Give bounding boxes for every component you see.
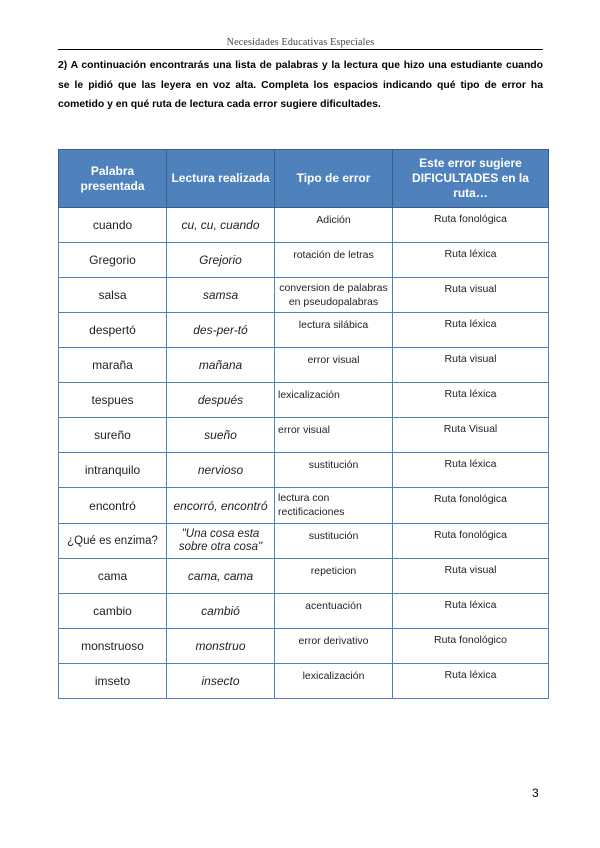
page-number: 3 — [532, 786, 539, 800]
cell-reading: cambió — [167, 594, 275, 629]
cell-route: Ruta léxica — [393, 383, 549, 418]
cell-reading: cu, cu, cuando — [167, 208, 275, 243]
cell-word: despertó — [59, 313, 167, 348]
table-row — [59, 383, 549, 418]
cell-route: Ruta léxica — [393, 313, 549, 348]
table-row — [59, 418, 549, 453]
cell-route: Ruta léxica — [393, 243, 549, 278]
cell-reading: sueño — [167, 418, 275, 453]
cell-error-type: error visual — [275, 418, 393, 453]
cell-reading: insecto — [167, 664, 275, 699]
cell-error-type: lectura con rectificaciones — [275, 488, 393, 524]
cell-word: encontró — [59, 488, 167, 524]
table-row — [59, 278, 549, 313]
cell-error-type: sustitución — [275, 453, 393, 488]
cell-word: tespues — [59, 383, 167, 418]
header-palabra: Palabra presentada — [59, 150, 167, 208]
cell-reading: mañana — [167, 348, 275, 383]
cell-word: Gregorio — [59, 243, 167, 278]
table-header-row — [59, 150, 549, 208]
cell-route: Ruta fonológica — [393, 488, 549, 524]
table-row — [59, 664, 549, 699]
cell-word: monstruoso — [59, 629, 167, 664]
cell-reading: samsa — [167, 278, 275, 313]
cell-word: salsa — [59, 278, 167, 313]
header-rule — [58, 49, 543, 50]
cell-route: Ruta visual — [393, 278, 549, 313]
instruction-text: A continuación encontrarás una lista de palabras y la lectura que hizo una estudiante cuando se le pidió que las leyera en voz alta. Completa los espacios indicando qué tipo de error ha cometido y en qué ruta de lectura cada error sugiere dificultades. — [58, 60, 543, 110]
table-row — [59, 348, 549, 383]
cell-word: maraña — [59, 348, 167, 383]
cell-route: Ruta visual — [393, 348, 549, 383]
cell-error-type: acentuación — [275, 594, 393, 629]
cell-error-type: conversion de palabras en pseudopalabras — [275, 278, 393, 313]
instruction-paragraph — [58, 56, 543, 115]
cell-error-type: repeticion — [275, 559, 393, 594]
table-row — [59, 243, 549, 278]
cell-reading: Grejorio — [167, 243, 275, 278]
page-header: Necesidades Educativas Especiales — [226, 37, 375, 48]
table-row — [59, 208, 549, 243]
cell-route: Ruta visual — [393, 559, 549, 594]
cell-route: Ruta léxica — [393, 664, 549, 699]
header-tipo: Tipo de error — [275, 150, 393, 208]
cell-error-type: lectura silábica — [275, 313, 393, 348]
cell-word: sureño — [59, 418, 167, 453]
cell-route: Ruta léxica — [393, 594, 549, 629]
cell-word: cuando — [59, 208, 167, 243]
header-ruta: Este error sugiere DIFICULTADES en la ruta… — [393, 150, 549, 208]
cell-word: cambio — [59, 594, 167, 629]
cell-reading: encorró, encontró — [167, 488, 275, 524]
cell-route: Ruta fonológico — [393, 629, 549, 664]
cell-reading: des-per-tó — [167, 313, 275, 348]
question-number: 2) — [58, 60, 68, 71]
cell-error-type: Adición — [275, 208, 393, 243]
cell-route: Ruta léxica — [393, 453, 549, 488]
table-row — [59, 594, 549, 629]
cell-word: ¿Qué es enzima? — [59, 524, 167, 559]
table-row — [59, 524, 549, 559]
cell-reading: nervioso — [167, 453, 275, 488]
table-row — [59, 453, 549, 488]
cell-reading: "Una cosa esta sobre otra cosa" — [167, 524, 275, 559]
cell-word: intranquilo — [59, 453, 167, 488]
table-row — [59, 488, 549, 524]
cell-reading: cama, cama — [167, 559, 275, 594]
cell-error-type: error derivativo — [275, 629, 393, 664]
cell-route: Ruta fonológica — [393, 208, 549, 243]
cell-route: Ruta fonológica — [393, 524, 549, 559]
cell-reading: después — [167, 383, 275, 418]
cell-reading: monstruo — [167, 629, 275, 664]
cell-error-type: lexicalización — [275, 664, 393, 699]
table-row — [59, 313, 549, 348]
cell-word: imseto — [59, 664, 167, 699]
table-row — [59, 559, 549, 594]
cell-error-type: rotación de letras — [275, 243, 393, 278]
header-lectura: Lectura realizada — [167, 150, 275, 208]
cell-error-type: sustitución — [275, 524, 393, 559]
table-row — [59, 629, 549, 664]
cell-word: cama — [59, 559, 167, 594]
error-table — [58, 149, 549, 699]
cell-route: Ruta Visual — [393, 418, 549, 453]
cell-error-type: error visual — [275, 348, 393, 383]
cell-error-type: lexicalización — [275, 383, 393, 418]
